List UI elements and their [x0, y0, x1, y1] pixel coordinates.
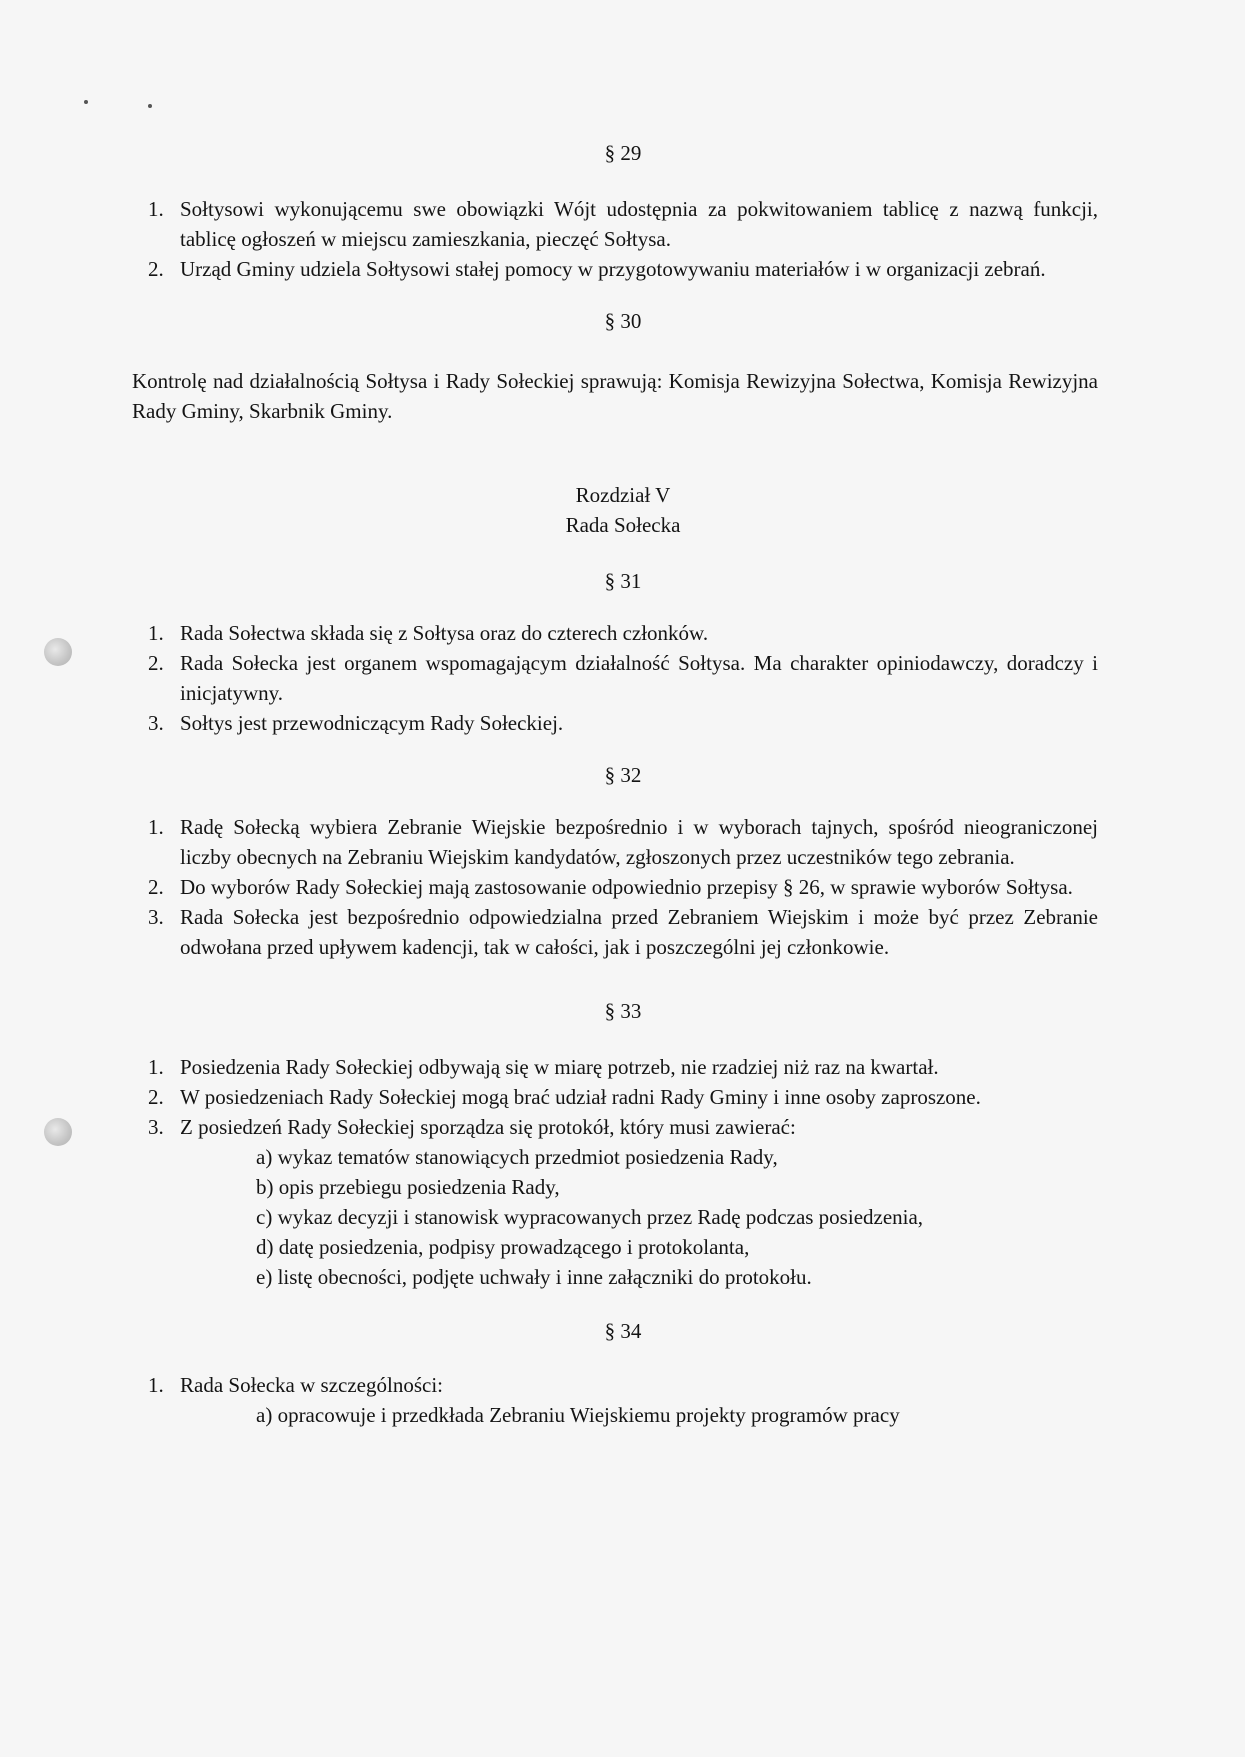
item-text: Rada Sołecka jest bezpośrednio odpowiedzialna przed Zebraniem Wiejskim i może być przez Zebranie odwołana przed upływem kadencji, tak w całości, jak i poszczególni jej członkowie.: [180, 905, 1098, 959]
document-body: [132, 138, 1098, 1430]
section-30-text: Kontrolę nad działalnością Sołtysa i Rady Sołeckiej sprawują: Komisja Rewizyjna Sołectwa, Komisja Rewizyjna Rady Gminy, Skarbnik Gminy.: [132, 369, 1098, 423]
sub-item: a) opracowuje i przedkłada Zebraniu Wiejskiemu projekty programów pracy: [256, 1403, 900, 1427]
list-item: [148, 1112, 1098, 1142]
list-item: [148, 708, 1098, 738]
section-31-list: [148, 618, 1098, 738]
sub-item: e) listę obecności, podjęte uchwały i inne załączniki do protokołu.: [256, 1265, 812, 1289]
item-number: 2.: [148, 875, 164, 899]
punch-hole: [44, 638, 72, 666]
item-number: 1.: [148, 621, 164, 645]
list-item: [148, 1082, 1098, 1112]
item-number: 1.: [148, 815, 164, 839]
list-item: [148, 902, 1098, 962]
list-item: [148, 648, 1098, 708]
item-number: 1.: [148, 197, 164, 221]
section-29-title: § 29: [604, 141, 642, 165]
item-text: Sołtysowi wykonującemu swe obowiązki Wójt udostępnia za pokwitowaniem tablicę z nazwą funkcji, tablicę ogłoszeń w miejscu zamieszkania, pieczęć Sołtysa.: [180, 197, 1098, 251]
section-32-title: § 32: [604, 763, 642, 787]
punch-hole: [44, 1118, 72, 1146]
list-item: [148, 1370, 1098, 1400]
section-33-sublist: [256, 1142, 1098, 1292]
list-item: [148, 872, 1098, 902]
item-text: Sołtys jest przewodniczącym Rady Sołeckiej.: [180, 711, 564, 735]
section-30-title: § 30: [604, 309, 642, 333]
sub-item: c) wykaz decyzji i stanowisk wypracowanych przez Radę podczas posiedzenia,: [256, 1205, 924, 1229]
section-33-list: [148, 1052, 1098, 1142]
section-29-list: [148, 194, 1098, 284]
item-text: W posiedzeniach Rady Sołeckiej mogą brać udział radni Rady Gminy i inne osoby zaproszone.: [180, 1085, 981, 1109]
item-text: Rada Sołectwa składa się z Sołtysa oraz do czterech członków.: [180, 621, 709, 645]
sub-item: a) wykaz tematów stanowiących przedmiot posiedzenia Rady,: [256, 1145, 778, 1169]
scan-speck: [84, 100, 88, 104]
list-item: [148, 618, 1098, 648]
item-text: Rada Sołecka jest organem wspomagającym działalność Sołtysa. Ma charakter opiniodawczy, doradczy i inicjatywny.: [180, 651, 1098, 705]
chapter-number: Rozdział V: [575, 483, 671, 507]
scan-speck: [148, 104, 152, 108]
sub-item: b) opis przebiegu posiedzenia Rady,: [256, 1175, 560, 1199]
list-item: [148, 254, 1098, 284]
section-31-title: § 31: [604, 569, 642, 593]
item-text: Do wyborów Rady Sołeckiej mają zastosowanie odpowiednio przepisy § 26, w sprawie wyborów Sołtysa.: [180, 875, 1073, 899]
item-number: 3.: [148, 711, 164, 735]
item-text: Radę Sołecką wybiera Zebranie Wiejskie bezpośrednio i w wyborach tajnych, spośród nieograniczonej liczby obecnych na Zebraniu Wiejskim kandydatów, zgłoszonych przez uczestników tego zebrania.: [180, 815, 1098, 869]
item-number: 2.: [148, 651, 164, 675]
section-34-title: § 34: [604, 1319, 642, 1343]
chapter-title: Rada Sołecka: [565, 513, 681, 537]
item-text: Posiedzenia Rady Sołeckiej odbywają się w miarę potrzeb, nie rzadziej niż raz na kwartał.: [180, 1055, 939, 1079]
item-number: 1.: [148, 1055, 164, 1079]
item-number: 3.: [148, 1115, 164, 1139]
item-text: Rada Sołecka w szczególności:: [180, 1373, 443, 1397]
item-text: Z posiedzeń Rady Sołeckiej sporządza się protokół, który musi zawierać:: [180, 1115, 796, 1139]
section-34-sublist: [256, 1400, 1098, 1430]
item-number: 3.: [148, 905, 164, 929]
section-32-list: [148, 812, 1098, 962]
section-33-title: § 33: [604, 999, 642, 1023]
list-item: [148, 194, 1098, 254]
list-item: [148, 812, 1098, 872]
item-number: 2.: [148, 257, 164, 281]
sub-item: d) datę posiedzenia, podpisy prowadzącego i protokolanta,: [256, 1235, 750, 1259]
list-item: [148, 1052, 1098, 1082]
section-34-list: [148, 1370, 1098, 1400]
item-text: Urząd Gminy udziela Sołtysowi stałej pomocy w przygotowywaniu materiałów i w organizacji zebrań.: [180, 257, 1046, 281]
item-number: 1.: [148, 1373, 164, 1397]
item-number: 2.: [148, 1085, 164, 1109]
